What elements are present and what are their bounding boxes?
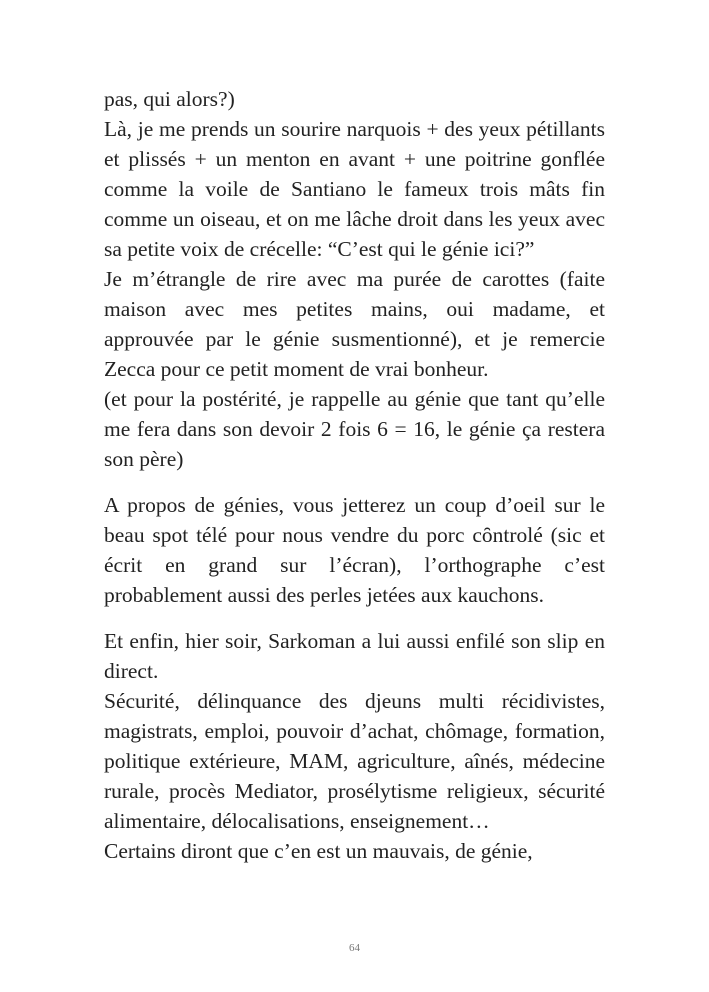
- paragraph-sarkoman: Et enfin, hier soir, Sarkoman a lui aussi enfilé son slip en direct.: [104, 629, 605, 683]
- body-text: [104, 84, 605, 866]
- page-number: 64: [349, 942, 360, 954]
- paragraph-posterite: (et pour la postérité, je rappelle au génie que tant qu’elle me fera dans son devoir 2 fois 6 = 16, le génie ça restera son père): [104, 387, 605, 471]
- paragraph-continuation: pas, qui alors?): [104, 87, 235, 111]
- paragraph-certains: Certains diront que c’en est un mauvais, de génie,: [104, 839, 533, 863]
- paragraph-sourire: Là, je me prends un sourire narquois + des yeux pétillants et plissés + un menton en avant + une poitrine gonflée comme la voile de Santiano le fameux trois mâts fin comme un oiseau, et on me lâche droit dans les yeux avec sa petite voix de crécelle: “C’est qui le génie ici?”: [104, 117, 605, 261]
- paragraph-gap: [104, 474, 605, 490]
- paragraph-gap: [104, 610, 605, 626]
- paragraph-themes-list: Sécurité, délinquance des djeuns multi récidivistes, magistrats, emploi, pouvoir d’achat, chômage, formation, politique extérieure, MAM, agriculture, aînés, médecine rurale, procès Mediator, prosélytisme religieux, sécurité alimentaire, délocalisations, enseignement…: [104, 689, 605, 833]
- paragraph-genies: A propos de génies, vous jetterez un coup d’oeil sur le beau spot télé pour nous vendre du porc cȏntrolé (sic et écrit en grand sur l’écran), l’orthographe c’est probablement aussi des perles jetées aux kauchons.: [104, 493, 605, 607]
- paragraph-puree: Je m’étrangle de rire avec ma purée de carottes (faite maison avec mes petites mains, oui madame, et approuvée par le génie susmentionné), et je remercie Zecca pour ce petit moment de vrai bonheur.: [104, 267, 605, 381]
